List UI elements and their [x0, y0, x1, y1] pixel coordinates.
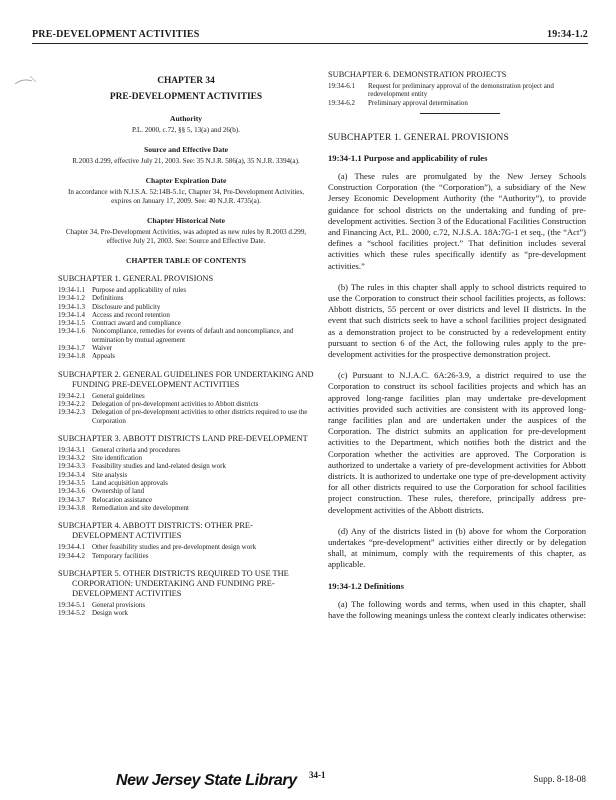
- chapter-title: PRE-DEVELOPMENT ACTIVITIES: [109, 92, 263, 102]
- chapter-number: CHAPTER 34: [157, 76, 215, 86]
- paragraph-a: (a) These rules are promulgated by the New Jersey Schools Construction Corporation (the “Corporation”), a subsidiary of the New Jersey Economic Development Authority (the “Authority”), to provide guidance for school districts on the undertaking and funding of pre-development activities. Section 3 of the Educational Facilities Construction and Financing Act, P.L. 2000, c.72, N.J.S.A. 18A:7G-1 et seq., (the “Act”) defines a “school facilities project.” That definition includes several activities which these rules specifically identify as “pre-development activities.”: [328, 170, 587, 271]
- toc-item[interactable]: 19:34-1.5 Contract award and compliance: [58, 319, 181, 328]
- expiration-heading: Chapter Expiration Date: [145, 176, 227, 185]
- toc-item[interactable]: 19:34-1.1 Purpose and applicability of rules: [58, 286, 187, 294]
- toc-item[interactable]: 19:34-5.1 General provisions: [58, 600, 146, 609]
- right-column: [328, 70, 586, 631]
- toc-item[interactable]: 19:34-3.6 Ownership of land: [58, 487, 145, 496]
- toc-item[interactable]: 19:34-1.2 Definitions: [58, 294, 124, 303]
- toc-item[interactable]: 19:34-3.1 General criteria and procedures: [58, 445, 181, 454]
- toc-item[interactable]: 19:34-4.2 Temporary facilities: [58, 551, 149, 560]
- toc-item[interactable]: 19:34-6.1 Request for preliminary approval of the demonstration project and redevelopment entity: [328, 82, 554, 99]
- toc-item[interactable]: 19:34-6.2 Preliminary approval determination: [328, 98, 468, 107]
- header-section-number: 19:34-1.2: [547, 29, 588, 40]
- left-column: [58, 70, 314, 626]
- toc-subchapter-3: SUBCHAPTER 3. ABBOTT DISTRICTS LAND PRE-DEVELOPMENT: [58, 433, 308, 443]
- toc-subchapter-4: SUBCHAPTER 4. ABBOTT DISTRICTS: OTHER PRE-DEVELOPMENT ACTIVITIES: [58, 521, 253, 541]
- toc-item[interactable]: 19:34-1.6 Noncompliance, remedies for events of default and noncompliance, and termination by mutual agreement: [58, 327, 294, 344]
- historical-text: Chapter 34, Pre-Development Activities, was adopted as new rules by R.2003 d.299, effective July 21, 2003. See: Source and Effective Date.: [65, 228, 307, 245]
- source-heading: Source and Effective Date: [143, 145, 228, 154]
- expiration-text: In accordance with N.J.S.A. 52:14B-5.1c, Chapter 34, Pre-Development Activities, expires on January 17, 2009. See: 40 N.J.R. 4735(a).: [67, 188, 304, 205]
- authority-heading: Authority: [169, 114, 203, 123]
- toc-subchapter-1: SUBCHAPTER 1. GENERAL PROVISIONS: [58, 274, 214, 283]
- supplement-date: Supp. 8-18-08: [533, 774, 586, 784]
- library-watermark: New Jersey State Library: [116, 772, 297, 789]
- paragraph-c: (c) Pursuant to N.J.A.C. 6A:26-3.9, a district required to use the Corporation to construct its school facilities projects and which has an approved long-range facilities plan may undertake pre-development activities provided such activities are consistent with its approved long-range facilities plan and are undertaken under the auspices of the Corporation. The district submits an application for pre-development activities to the Department, which notifies both the district and the Corporation whether the activities are approved. The Corporation is authorized to undertake a variety of pre-development activities for Abbott districts. It is authorized to undertake one type of pre-development activity for all other districts required to use the Corporation for school facilities project construction. These rules, therefore, principally address pre-development activities of the Abbott districts.: [328, 370, 586, 515]
- source-text: R.2003 d.299, effective July 21, 2003. See: 35 N.J.R. 586(a), 35 N.J.R. 3394(a).: [72, 157, 300, 165]
- authority-text: P.L. 2000, c.72, §§ 5, 13(a) and 26(b).: [132, 126, 240, 134]
- paragraph-b: (b) The rules in this chapter shall apply to school districts required to use the Corporation to construct their school facilities projects, as follows: Abbott districts, 55 percent or over districts and level II districts. In the event that such districts seek to have a school facilities project designated as a demonstration project to be constructed by a redevelopment entity pursuant to section 6 of the Act, the following rules apply to the pre-development activities for the prospective demonstration project.: [328, 281, 586, 359]
- toc-item[interactable]: 19:34-5.2 Design work: [58, 609, 128, 618]
- definitions-intro: (a) The following words and terms, when used in this chapter, shall have the following meanings unless the context clearly indicates otherwise:: [328, 598, 586, 620]
- toc-item[interactable]: 19:34-3.4 Site analysis: [58, 470, 128, 479]
- toc-item[interactable]: 19:34-3.7 Relocation assistance: [58, 495, 153, 504]
- toc-list-5: [58, 601, 314, 618]
- toc-item[interactable]: 19:34-3.8 Remediation and site development: [58, 503, 190, 512]
- page-header: [32, 18, 588, 44]
- toc-item[interactable]: 19:34-1.7 Waiver: [58, 344, 113, 353]
- toc-item[interactable]: 19:34-3.3 Feasibility studies and land-related design work: [58, 462, 226, 471]
- toc-subchapter-2: SUBCHAPTER 2. GENERAL GUIDELINES FOR UNDERTAKING AND FUNDING PRE-DEVELOPMENT ACTIVITIES: [58, 369, 314, 389]
- toc-subchapter-6: SUBCHAPTER 6. DEMONSTRATION PROJECTS: [328, 70, 507, 79]
- toc-item[interactable]: 19:34-4.1 Other feasibility studies and pre-development design work: [58, 543, 257, 552]
- toc-list-4: [58, 543, 314, 560]
- toc-list-3: [58, 446, 314, 512]
- subchapter-heading: SUBCHAPTER 1. GENERAL PROVISIONS: [328, 131, 509, 143]
- toc-end-divider: [420, 113, 500, 114]
- toc-list-6: [328, 82, 586, 107]
- toc-list-1: [58, 286, 314, 361]
- toc-list-2: [58, 392, 314, 425]
- page-number: 34-1: [309, 770, 326, 780]
- toc-subchapter-5: SUBCHAPTER 5. OTHER DISTRICTS REQUIRED TO USE THE CORPORATION: UNDERTAKING AND FUNDING PRE-DEVELOPMENT ACTIVITIES: [58, 568, 289, 598]
- toc-item[interactable]: 19:34-2.3 Delegation of pre-development activities to other districts required to use the Corporation: [58, 408, 308, 425]
- toc-title: CHAPTER TABLE OF CONTENTS: [126, 256, 246, 265]
- toc-item[interactable]: 19:34-3.2 Site identification: [58, 454, 142, 463]
- rule-heading-1-2: 19:34-1.2 Definitions: [328, 580, 404, 591]
- toc-item[interactable]: 19:34-3.5 Land acquisition approvals: [58, 479, 168, 488]
- toc-item[interactable]: 19:34-2.2 Delegation of pre-development activities to Abbott districts: [58, 399, 259, 408]
- toc-item[interactable]: 19:34-1.8 Appeals: [58, 352, 115, 361]
- toc-item[interactable]: 19:34-1.4 Access and record retention: [58, 310, 170, 319]
- scan-mark-icon: [12, 72, 42, 94]
- toc-item[interactable]: 19:34-2.1 General guidelines: [58, 391, 145, 400]
- header-chapter-name: PRE-DEVELOPMENT ACTIVITIES: [32, 29, 200, 40]
- toc-item[interactable]: 19:34-1.3 Disclosure and publicity: [58, 302, 161, 311]
- rule-heading-1-1: 19:34-1.1 Purpose and applicability of rules: [328, 152, 488, 163]
- historical-heading: Chapter Historical Note: [147, 216, 225, 225]
- paragraph-d: (d) Any of the districts listed in (b) above for whom the Corporation undertakes “pre-development” activities either directly or by delegation shall, at minimum, comply with the requirements of this chapter, as applicable.: [328, 525, 586, 570]
